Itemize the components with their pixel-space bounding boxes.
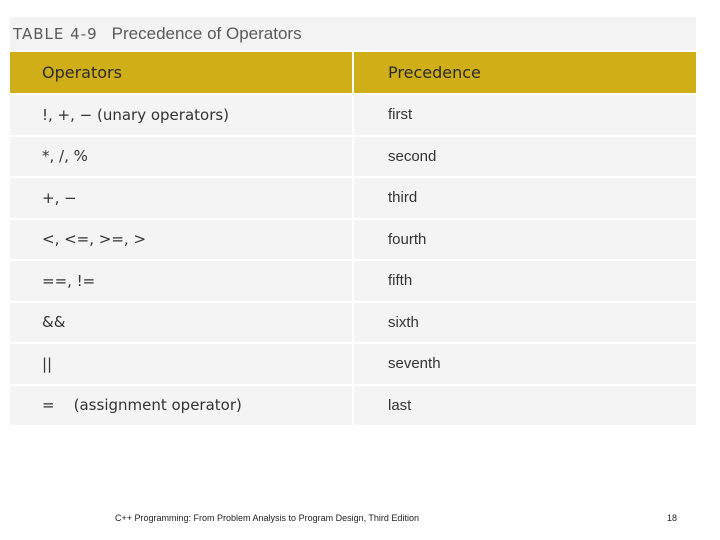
- operators-cell: = (assignment operator): [10, 385, 353, 426]
- operators-cell: *, /, %: [10, 136, 353, 178]
- table-row: [10, 219, 696, 261]
- precedence-cell: first: [353, 94, 696, 136]
- table-title: Precedence of Operators: [111, 23, 302, 43]
- table-row: [10, 177, 696, 219]
- precedence-cell: seventh: [353, 343, 696, 385]
- operators-cell: ||: [10, 343, 353, 385]
- operators-cell: +, −: [10, 177, 353, 219]
- table-row: [10, 94, 696, 136]
- precedence-cell: fourth: [353, 219, 696, 261]
- precedence-cell: last: [353, 385, 696, 426]
- table-header: [10, 52, 696, 94]
- operators-cell: !, +, − (unary operators): [10, 94, 353, 136]
- table-number: TABLE 4-9: [13, 24, 98, 43]
- table-row: [10, 302, 696, 344]
- table-row: [10, 136, 696, 178]
- header-precedence: Precedence: [353, 52, 696, 94]
- table-row: [10, 385, 696, 426]
- table-row: [10, 343, 696, 385]
- table-body: [10, 94, 696, 425]
- precedence-cell: fifth: [353, 260, 696, 302]
- precedence-cell: third: [353, 177, 696, 219]
- page-number: 18: [667, 513, 678, 523]
- operators-cell: <, <=, >=, >: [10, 219, 353, 261]
- precedence-table: [10, 52, 696, 425]
- table-caption: [10, 17, 696, 50]
- precedence-cell: sixth: [353, 302, 696, 344]
- operators-cell: ==, !=: [10, 260, 353, 302]
- header-operators: Operators: [10, 52, 353, 94]
- precedence-cell: second: [353, 136, 696, 178]
- table-row: [10, 260, 696, 302]
- operators-cell: &&: [10, 302, 353, 344]
- footer-book-title: C++ Programming: From Problem Analysis to Program Design, Third Edition: [115, 513, 419, 523]
